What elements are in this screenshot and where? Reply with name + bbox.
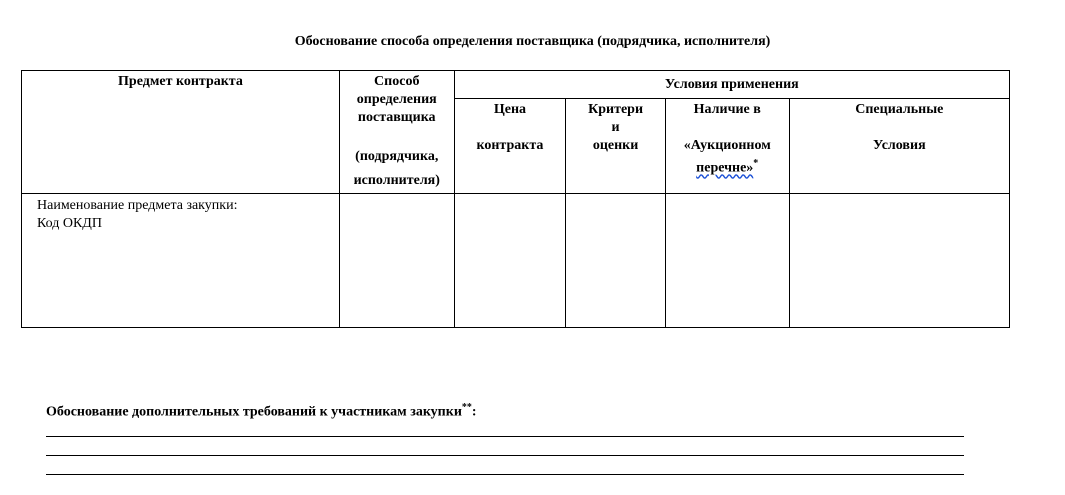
header-special-conditions: Специальные Условия: [789, 99, 1009, 194]
requirements-line-1[interactable]: [46, 436, 964, 437]
requirements-line-2[interactable]: [46, 455, 964, 456]
item-code-label: Код ОКДП: [37, 216, 102, 231]
header-criteria: Критери и оценки: [566, 99, 666, 194]
cell-special-conditions[interactable]: [789, 194, 1009, 328]
header-price: Цена контракта: [454, 99, 566, 194]
document-title: Обоснование способа определения поставщика (подрядчика, исполнителя): [294, 34, 771, 49]
header-conditions: Условия применения: [454, 71, 1009, 99]
cell-auction-list[interactable]: [665, 194, 789, 328]
cell-method[interactable]: [339, 194, 454, 328]
header-contract-subject: Предмет контракта: [22, 71, 340, 194]
justification-table: [21, 70, 1010, 328]
cell-price[interactable]: [454, 194, 566, 328]
requirements-label: Обоснование дополнительных требований к участникам закупки**:: [46, 402, 477, 420]
requirements-line-3[interactable]: [46, 474, 964, 475]
header-auction-list: Наличие в «Аукционном перечне»*: [665, 99, 789, 194]
cell-criteria[interactable]: [566, 194, 666, 328]
header-method: Способ определения поставщика (подрядчика, исполнителя): [339, 71, 454, 194]
cell-subject[interactable]: [22, 194, 340, 328]
item-name-label: Наименование предмета закупки:: [37, 198, 238, 213]
